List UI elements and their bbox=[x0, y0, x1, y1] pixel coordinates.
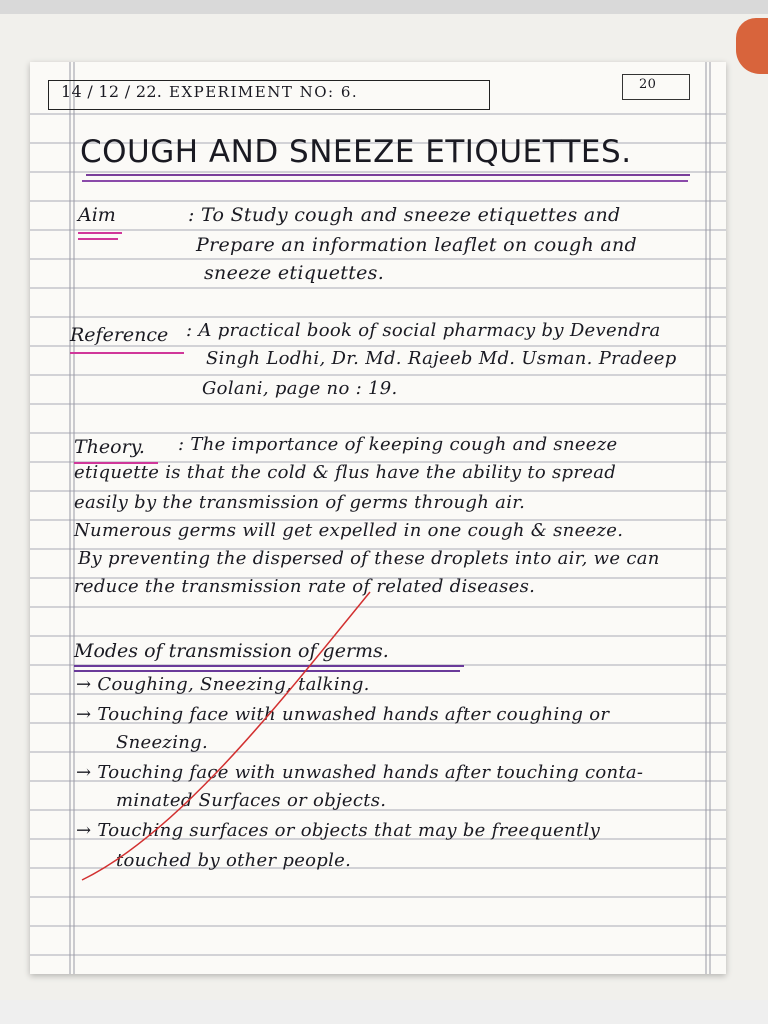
mode-item-2: → Touching face with unwashed hands after coughing or bbox=[76, 704, 610, 725]
theory-line-1: : The importance of keeping cough and sneeze bbox=[178, 434, 618, 455]
mode-item-2-cont: Sneezing. bbox=[116, 732, 209, 753]
date: 14 / 12 / 22. bbox=[61, 82, 163, 101]
reference-label: Reference bbox=[70, 324, 169, 346]
page-title: COUGH AND SNEEZE ETIQUETTES. bbox=[80, 134, 632, 170]
aim-line-2: Prepare an information leaflet on cough and bbox=[196, 234, 637, 256]
modes-heading: Modes of transmission of germs. bbox=[74, 640, 389, 662]
theory-line-5: By preventing the dispersed of these droplets into air, we can bbox=[78, 548, 660, 569]
desk-edge-bottom bbox=[0, 1000, 768, 1024]
theory-line-2: etiquette is that the cold & flus have the ability to spread bbox=[74, 462, 617, 483]
desk-edge-top bbox=[0, 0, 768, 14]
aim-label: Aim bbox=[78, 204, 116, 226]
mode-item-3: → Touching face with unwashed hands after touching conta- bbox=[76, 762, 644, 783]
red-check-stroke bbox=[30, 62, 726, 974]
thumb bbox=[736, 18, 768, 74]
reference-line-2: Singh Lodhi, Dr. Md. Rajeeb Md. Usman. Pradeep bbox=[206, 348, 677, 369]
aim-line-3: sneeze etiquettes. bbox=[204, 262, 385, 284]
mode-item-4-cont: touched by other people. bbox=[116, 850, 352, 871]
notebook-page bbox=[30, 62, 726, 974]
experiment-number: EXPERIMENT NO: 6. bbox=[169, 83, 359, 101]
reference-line-1: : A practical book of social pharmacy by Devendra bbox=[186, 320, 661, 341]
theory-label: Theory. bbox=[74, 436, 145, 458]
mode-item-3-cont: minated Surfaces or objects. bbox=[116, 790, 387, 811]
aim-line-1: : To Study cough and sneeze etiquettes and bbox=[188, 204, 621, 226]
page-number: 20 bbox=[639, 77, 657, 92]
mode-item-1: → Coughing, Sneezing, talking. bbox=[76, 674, 370, 695]
theory-line-4: Numerous germs will get expelled in one cough & sneeze. bbox=[74, 520, 624, 541]
theory-line-6: reduce the transmission rate of related diseases. bbox=[74, 576, 536, 597]
theory-line-3: easily by the transmission of germs through air. bbox=[74, 492, 526, 513]
reference-line-3: Golani, page no : 19. bbox=[202, 378, 398, 399]
mode-item-4: → Touching surfaces or objects that may be freequently bbox=[76, 820, 601, 841]
